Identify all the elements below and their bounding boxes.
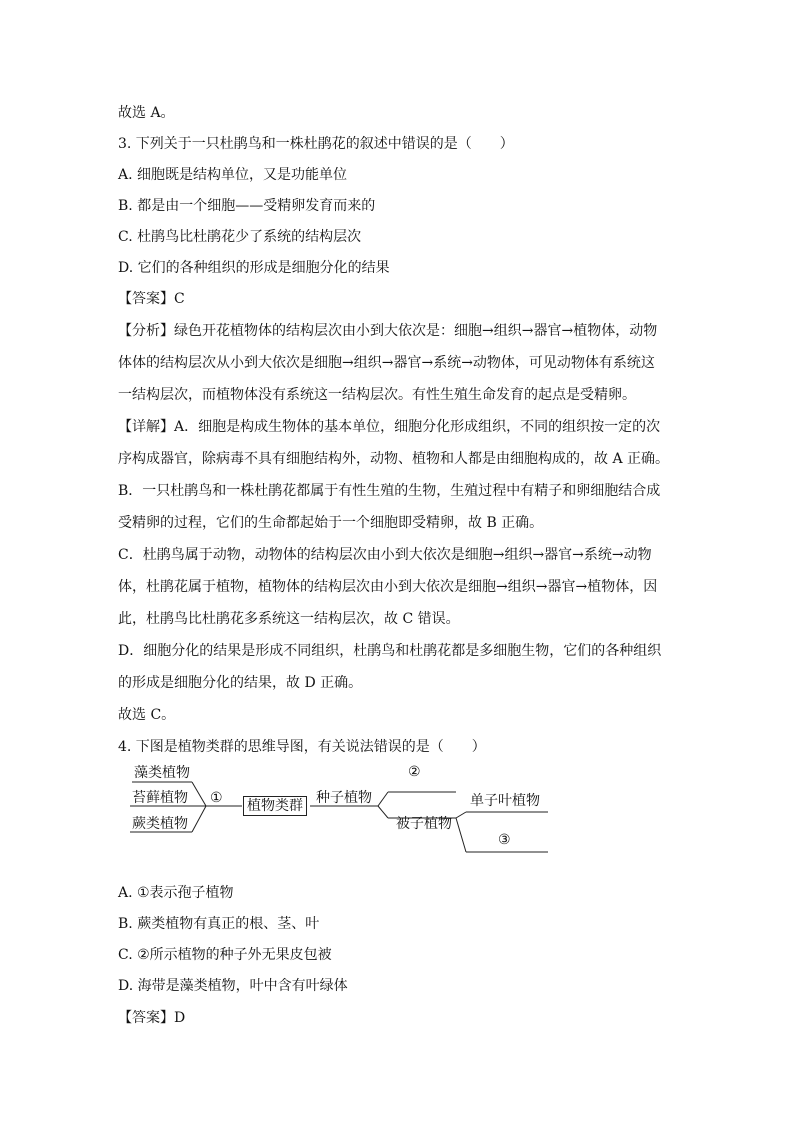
- explanation-line: 的形成是细胞分化的结果，故 D 正确。: [118, 675, 363, 691]
- analysis-line: 【分析】绿色开花植物体的结构层次由小到大依次是：细胞→组织→器官→植物体，动物: [118, 323, 658, 339]
- seed-plant-label: 种子植物: [316, 790, 372, 806]
- answer-q3: 【答案】C: [118, 291, 185, 307]
- q4-option-c: C. ②所示植物的种子外无果皮包被: [118, 947, 332, 963]
- option-b: B. 都是由一个细胞——受精卵发育而来的: [118, 198, 376, 214]
- explanation-line: 【详解】A．细胞是构成生物体的基本单位，细胞分化形成组织，不同的组织按一定的次: [118, 419, 661, 435]
- plant-group-mind-map: [120, 760, 560, 870]
- question-4-stem: 4. 下图是植物类群的思维导图，有关说法错误的是（ ）: [118, 739, 486, 755]
- fern-plant-label: 蕨类植物: [132, 816, 188, 832]
- explanation-line: 体，杜鹃花属于植物，植物体的结构层次由小到大依次是细胞→组织→器官→植物体，因: [118, 579, 658, 595]
- analysis-line: 一结构层次，而植物体没有系统这一结构层次。有性生殖生命发育的起点是受精卵。: [118, 387, 636, 403]
- explanation-line: 序构成器官，除病毒不具有细胞结构外，动物、植物和人都是由细胞构成的，故 A 正确。: [118, 451, 670, 467]
- plant-group-box: 植物类群: [243, 796, 307, 816]
- explanation-line: 受精卵的过程，它们的生命都起始于一个细胞即受精卵，故 B 正确。: [118, 515, 544, 531]
- option-a: A. 细胞既是结构单位，又是功能单位: [118, 167, 348, 183]
- analysis-line: 体体的结构层次从小到大依次是细胞→组织→器官→系统→动物体，可见动物体有系统这: [118, 355, 655, 371]
- q4-option-b: B. 蕨类植物有真正的根、茎、叶: [118, 916, 320, 932]
- explanation-line: D．细胞分化的结果是形成不同组织，杜鹃鸟和杜鹃花都是多细胞生物，它们的各种组织: [118, 643, 662, 659]
- explanation-line: B．一只杜鹃鸟和一株杜鹃花都属于有性生殖的生物，生殖过程中有精子和卵细胞结合成: [118, 483, 661, 499]
- circle-3-label: ③: [498, 832, 511, 848]
- moss-plant-label: 苔藓植物: [132, 790, 188, 806]
- q4-option-d: D. 海带是藻类植物，叶中含有叶绿体: [118, 978, 348, 994]
- explanation-line: 此，杜鹃鸟比杜鹃花多系统这一结构层次，故 C 错误。: [118, 611, 460, 627]
- circle-1-label: ①: [210, 790, 223, 806]
- question-3-stem: 3. 下列关于一只杜鹃鸟和一株杜鹃花的叙述中错误的是（ ）: [118, 136, 514, 152]
- text-line: 故选 A。: [118, 105, 175, 121]
- conclusion-line: 故选 C。: [118, 707, 176, 723]
- circle-2-label: ②: [408, 764, 421, 780]
- monocot-label: 单子叶植物: [470, 793, 540, 809]
- angiosperm-label: 被子植物: [396, 816, 452, 832]
- q4-option-a: A. ①表示孢子植物: [118, 885, 234, 901]
- option-d: D. 它们的各种组织的形成是细胞分化的结果: [118, 260, 390, 276]
- option-c: C. 杜鹃鸟比杜鹃花少了系统的结构层次: [118, 229, 362, 245]
- explanation-line: C．杜鹃鸟属于动物，动物体的结构层次由小到大依次是细胞→组织→器官→系统→动物: [118, 547, 652, 563]
- algae-plant-label: 藻类植物: [134, 765, 190, 781]
- answer-q4: 【答案】D: [118, 1010, 186, 1026]
